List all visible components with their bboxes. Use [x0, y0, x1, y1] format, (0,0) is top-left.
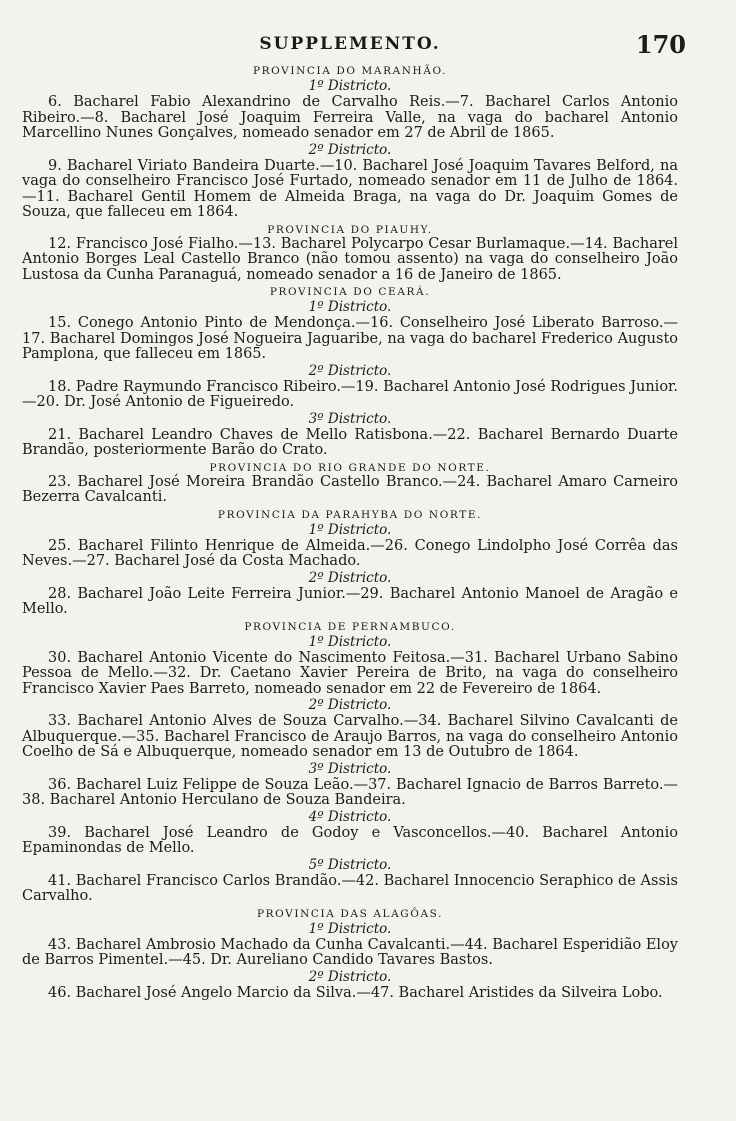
province-heading: PROVINCIA DE PERNAMBUCO. — [244, 620, 456, 633]
deputy-paragraph: 30. Bacharel Antonio Vicente do Nascimento Feitosa.—31. Bacharel Urbano Sabino Pessoa de Mello.—32. Dr. Caetano Xavier Pereira de Brito, na vaga do conselheiro Francisco Xavier Paes Barreto, nomeado senador em 22 de Fevereiro de 1864. — [22, 649, 678, 697]
deputy-paragraph: 6. Bacharel Fabio Alexandrino de Carvalho Reis.—7. Bacharel Carlos Antonio Ribeiro.—8. Bacharel José Joaquim Ferreira Valle, na vaga do bacharel Antonio Marcellino Nunes Gonçalves, nomeado senador em 27 de Abril de 1865. — [22, 94, 678, 141]
district-heading: 2º Districto. — [308, 362, 392, 379]
district-heading: 2º Districto. — [308, 569, 392, 586]
district-heading: 2º Districto. — [308, 697, 392, 713]
district-heading: 1º Districto. — [308, 633, 392, 650]
district-heading: 4º Districto. — [308, 808, 392, 825]
deputy-paragraph: 41. Bacharel Francisco Carlos Brandão.—42. Bacharel Innocencio Seraphico de Assis Carvalho. — [22, 872, 678, 904]
document-page — [22, 28, 686, 1001]
district-heading: 1º Districto. — [308, 920, 392, 937]
province-heading: PROVINCIA DO PIAUHY. — [267, 223, 433, 236]
district-heading: 3º Districto. — [308, 760, 392, 777]
deputy-paragraph: 39. Bacharel José Leandro de Godoy e Vasconcellos.—40. Bacharel Antonio Epaminondas de Mello. — [22, 824, 678, 856]
deputy-paragraph: 21. Bacharel Leandro Chaves de Mello Ratisbona.—22. Bacharel Bernardo Duarte Brandão, posteriormente Barão do Crato. — [22, 426, 678, 458]
district-heading: 2º Districto. — [308, 968, 392, 985]
province-heading: PROVINCIA DAS ALAGÔAS. — [256, 907, 444, 920]
province-heading: PROVINCIA DO MARANHÃO. — [252, 65, 448, 77]
deputy-paragraph: 28. Bacharel João Leite Ferreira Junior.—29. Bacharel Antonio Manoel de Aragão e Mello. — [22, 585, 678, 617]
deputy-paragraph: 43. Bacharel Ambrosio Machado da Cunha Cavalcanti.—44. Bacharel Esperidião Eloy de Barros Pimentel.—45. Dr. Aureliano Candido Tavares Bastos. — [22, 936, 678, 968]
district-heading: 1º Districto. — [308, 299, 392, 315]
province-heading: PROVINCIA DA PARAHYBA DO NORTE. — [217, 508, 483, 521]
deputy-paragraph: 46. Bacharel José Angelo Marcio da Silva.—47. Bacharel Aristides da Silveira Lobo. — [48, 984, 663, 1001]
page-header — [22, 28, 686, 62]
deputy-paragraph: 33. Bacharel Antonio Alves de Souza Carvalho.—34. Bacharel Silvino Cavalcanti de Albuquerque.—35. Bacharel Francisco de Araujo Barros, na vaga do conselheiro Antonio Coelho de Sá e Albuquerque, nomeado senador em 13 de Outubro de 1864. — [22, 713, 678, 760]
district-heading: 1º Districto. — [308, 78, 392, 94]
deputy-paragraph: 23. Bacharel José Moreira Brandão Castello Branco.—24. Bacharel Amaro Carneiro Bezerra Cavalcanti. — [22, 473, 678, 505]
deputy-paragraph: 25. Bacharel Filinto Henrique de Almeida.—26. Conego Lindolpho José Corrêa das Neves.—27. Bacharel José da Costa Machado. — [22, 537, 678, 569]
district-heading: 2º Districto. — [308, 141, 392, 158]
district-heading: 3º Districto. — [308, 410, 392, 427]
deputy-paragraph: 12. Francisco José Fialho.—13. Bacharel Polycarpo Cesar Burlamaque.—14. Bacharel Antonio Borges Leal Castello Branco (não tomou assento) na vaga do conselheiro João Lustosa da Cunha Paranaguá, nomeado senador a 16 de Janeiro de 1865. — [22, 235, 678, 283]
province-heading: PROVINCIA DO CEARÁ. — [269, 286, 431, 298]
running-title: SUPPLEMENTO. — [259, 34, 441, 54]
page-number: 170 — [635, 30, 686, 59]
deputy-paragraph: 18. Padre Raymundo Francisco Ribeiro.—19. Bacharel Antonio José Rodrigues Junior.—20. Dr. José Antonio de Figueiredo. — [22, 378, 678, 410]
deputy-paragraph: 9. Bacharel Viriato Bandeira Duarte.—10. Bacharel José Joaquim Tavares Belford, na vaga do conselheiro Francisco José Furtado, nomeado senador em 11 de Julho de 1864.—11. Bacharel Gentil Homem de Almeida Braga, na vaga do Dr. Joaquim Gomes de Souza, que falleceu em 1864. — [22, 157, 678, 220]
deputy-paragraph: 15. Conego Antonio Pinto de Mendonça.—16. Conselheiro José Liberato Barroso.—17. Bacharel Domingos José Nogueira Jaguaribe, na vaga do bacharel Frederico Augusto Pamplona, que falleceu em 1865. — [22, 315, 678, 362]
district-heading: 5º Districto. — [308, 856, 392, 873]
province-heading: PROVINCIA DO RIO GRANDE DO NORTE. — [209, 461, 491, 474]
deputy-paragraph: 36. Bacharel Luiz Felippe de Souza Leão.—37. Bacharel Ignacio de Barros Barreto.—38. Bacharel Antonio Herculano de Souza Bandeira. — [22, 776, 678, 808]
district-heading: 1º Districto. — [308, 521, 392, 538]
